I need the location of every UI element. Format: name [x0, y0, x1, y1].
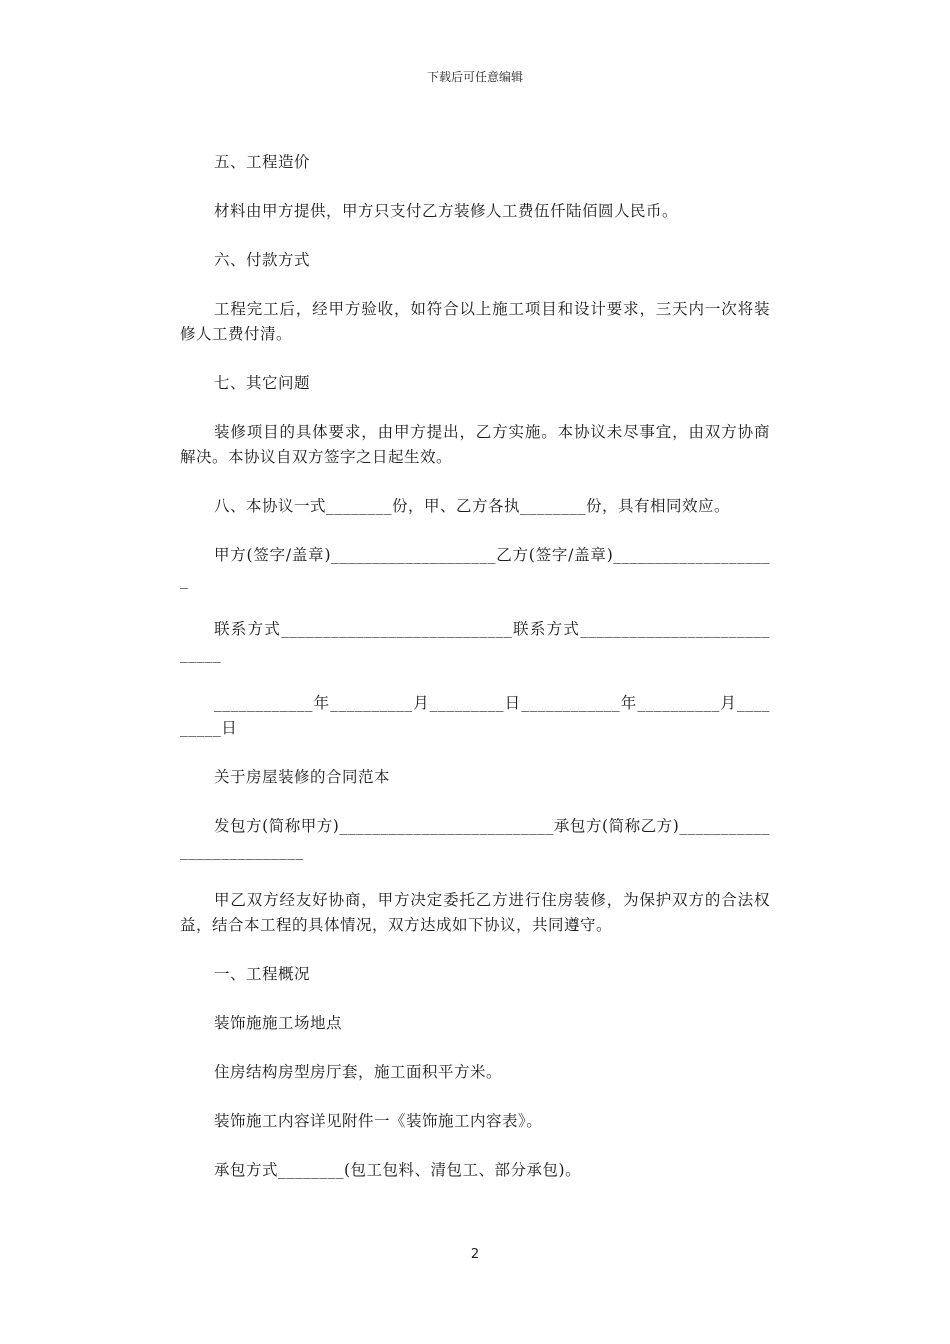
paragraph-content: 装饰施工内容详见附件一《装饰施工内容表》。: [214, 1112, 543, 1130]
date-line: ____________年__________月_________日____________年__________月_________日: [180, 694, 770, 737]
page-header-note: 下载后可任意编辑: [426, 70, 523, 84]
document-body: [180, 150, 770, 1207]
contact-line: 联系方式____________________________联系方式____________________________: [180, 620, 770, 663]
paragraph-location: 装饰施施工场地点: [214, 1014, 343, 1032]
section-heading-overview: 一、工程概况: [214, 965, 311, 983]
section-heading-other: 七、其它问题: [214, 374, 311, 392]
contract-title: 关于房屋装修的合同范本: [214, 768, 391, 786]
parties-line: 发包方(简称甲方)__________________________承包方(简称乙方)__________________________: [180, 817, 770, 860]
paragraph-structure: 住房结构房型房厅套，施工面积平方米。: [214, 1063, 503, 1081]
paragraph-contract-mode: 承包方式________(包工包料、清包工、部分承包)。: [214, 1161, 582, 1179]
section-heading-payment: 六、付款方式: [214, 251, 311, 269]
paragraph-other: 装修项目的具体要求，由甲方提出，乙方实施。本协议未尽事宜，由双方协商解决。本协议自双方签字之日起生效。: [180, 423, 770, 466]
section-heading-cost: 五、工程造价: [214, 153, 311, 171]
paragraph-cost: 材料由甲方提供，甲方只支付乙方装修人工费伍仟陆佰圆人民币。: [214, 202, 679, 220]
page-number: 2: [470, 1247, 480, 1262]
paragraph-copies: 八、本协议一式________份，甲、乙方各执________份，具有相同效应。: [214, 497, 731, 515]
paragraph-preamble: 甲乙双方经友好协商，甲方决定委托乙方进行住房装修，为保护双方的合法权益，结合本工程的具体情况，双方达成如下协议，共同遵守。: [180, 891, 770, 934]
paragraph-payment: 工程完工后，经甲方验收，如符合以上施工项目和设计要求，三天内一次将装修人工费付清。: [180, 300, 770, 343]
signature-line: 甲方(签字/盖章)____________________乙方(签字/盖章)____________________: [180, 546, 770, 589]
